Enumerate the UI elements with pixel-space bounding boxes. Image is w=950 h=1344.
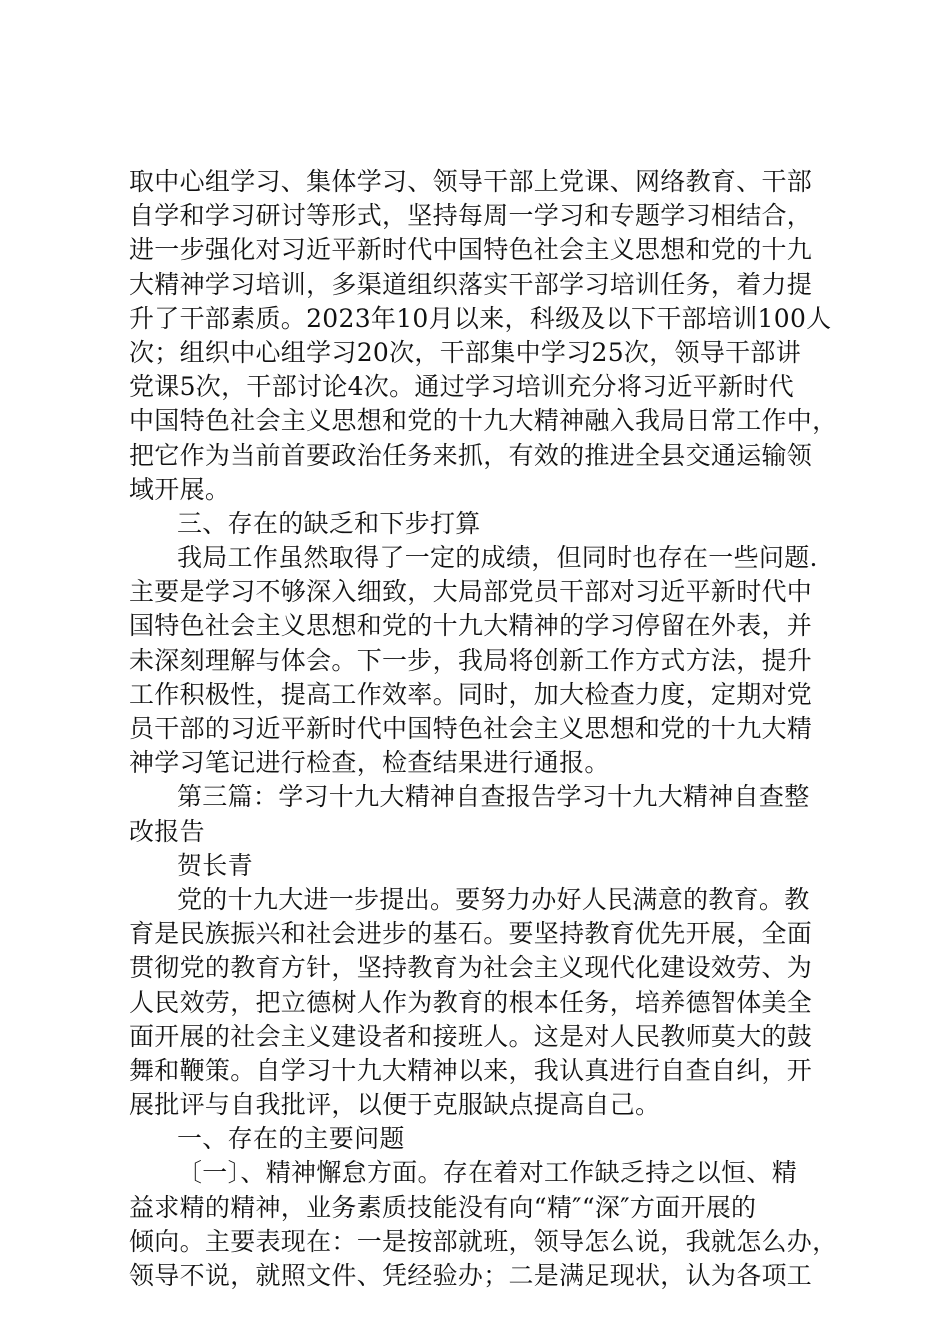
text-line: 三、存在的缺乏和下步打算 — [177, 508, 481, 538]
text-line: 舞和鞭策。自学习十九大精神以来，我认真进行自查自纠，开 — [129, 1055, 813, 1085]
document-body — [129, 165, 838, 1293]
text-line: 贺长青 — [177, 850, 253, 880]
text-line: 倾向。主要表现在：一是按部就班，领导怎么说，我就怎么办， — [129, 1226, 838, 1256]
text-line: 次；组织中心组学习20次，干部集中学习25次，领导干部讲 — [129, 337, 802, 367]
text-line: 大精神学习培训，多渠道组织落实干部学习培训任务，着力提 — [129, 269, 813, 299]
text-line: 神学习笔记进行检查，检查结果进行通报。 — [129, 748, 610, 778]
text-line: 展批评与自我批评，以便于克服缺点提高自己。 — [129, 1090, 661, 1120]
text-line: 改报告 — [129, 816, 205, 846]
text-line: 一、存在的主要问题 — [177, 1124, 405, 1154]
text-line: 党课5次，干部讨论4次。通过学习培训充分将习近平新时代 — [129, 372, 794, 402]
text-line: 人民效劳，把立德树人作为教育的根本任务，培养德智体美全 — [129, 987, 813, 1017]
text-line: 国特色社会主义思想和党的十九大精神的学习停留在外表，并 — [129, 611, 813, 641]
text-line: 贯彻党的教育方针，坚持教育为社会主义现代化建设效劳、为 — [129, 953, 813, 983]
text-line: 进一步强化对习近平新时代中国特色社会主义思想和党的十九 — [129, 235, 813, 265]
text-line: 党的十九大进一步提出。要努力办好人民满意的教育。教 — [177, 884, 810, 914]
text-line: 升了干部素质。2023年10月以来，科级及以下干部培训100人 — [129, 303, 832, 333]
text-line: 把它作为当前首要政治任务来抓，有效的推进全县交通运输领 — [129, 440, 813, 470]
text-line: 领导不说，就照文件、凭经验办；二是满足现状，认为各项工 — [129, 1261, 813, 1290]
text-line: 第三篇：学习十九大精神自查报告学习十九大精神自查整 — [177, 782, 810, 812]
text-line: 未深刻理解与体会。下一步，我局将创新工作方式方法，提升 — [129, 645, 813, 675]
text-line: 面开展的社会主义建设者和接班人。这是对人民教师莫大的鼓 — [129, 1021, 813, 1051]
text-line: 域开展。 — [129, 474, 231, 504]
text-line: 主要是学习不够深入细致，大局部党员干部对习近平新时代中 — [129, 577, 813, 607]
text-line: 〔一〕、精神懈怠方面。存在着对工作缺乏持之以恒、精 — [177, 1158, 798, 1188]
text-line: 益求精的精神，业务素质技能没有向“精″“深″方面开展的 — [129, 1192, 757, 1222]
text-line: 我局工作虽然取得了一定的成绩，但同时也存在一些问题. — [177, 543, 818, 573]
text-line: 育是民族振兴和社会进步的基石。要坚持教育优先开展，全面 — [129, 919, 813, 949]
text-line: 员干部的习近平新时代中国特色社会主义思想和党的十九大精 — [129, 714, 813, 743]
text-line: 中国特色社会主义思想和党的十九大精神融入我局日常工作中， — [129, 406, 838, 436]
text-line: 取中心组学习、集体学习、领导干部上党课、网络教育、干部 — [129, 167, 813, 196]
text-line: 工作积极性，提高工作效率。同时，加大检查力度，定期对党 — [129, 679, 813, 709]
text-line: 自学和学习研讨等形式，坚持每周一学习和专题学习相结合， — [129, 201, 813, 231]
